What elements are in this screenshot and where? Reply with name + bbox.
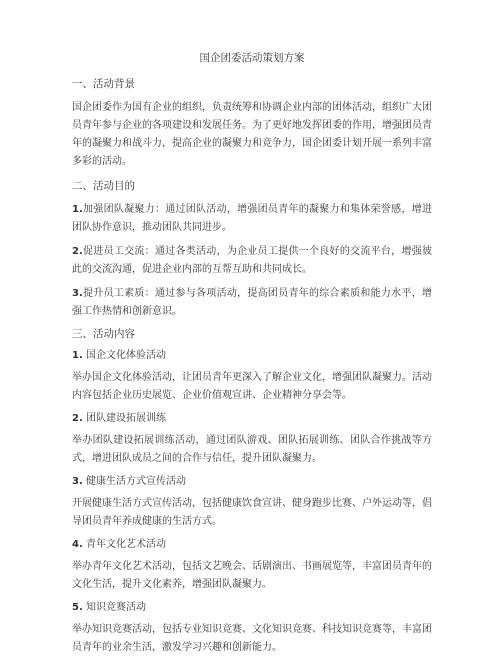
item-text: 提升员工素质：通过参与各项活动，提高团员青年的综合素质和能力水平，增强工作热情和创新意识。: [72, 288, 432, 317]
item-number: 3.: [72, 288, 83, 299]
activity-number: 4.: [72, 539, 83, 550]
item-text: 促进员工交流：通过各类活动，为企业员工提供一个良好的交流平台，增强彼此的交流沟通，促进企业内部的互帮互助和共同成长。: [72, 246, 432, 275]
activity-name: 团队建设拓展训练: [85, 413, 166, 424]
activity-number: 3.: [72, 476, 83, 487]
activity-number: 1.: [72, 350, 83, 361]
activity-heading: [72, 412, 432, 426]
section-heading-purpose: 二、活动目的: [72, 180, 135, 192]
activity-number: 2.: [72, 413, 83, 424]
item-number: 2.: [72, 246, 83, 257]
section-heading-content: 三、活动内容: [72, 328, 135, 340]
section-body-background: 国企团委作为国有企业的组织，负责统筹和协调企业内部的团体活动，组织广大团员青年参与企业的各项建设和发展任务。为了更好地发挥团委的作用，增强团员青年的凝聚力和战斗力，提高企业的凝聚力和竞争力，国企团委计划开展一系列丰富多彩的活动。: [72, 102, 432, 167]
document-title: 国企团委活动策划方案: [199, 52, 305, 64]
item-text: 加强团队凝聚力：通过团队活动，增强团员青年的凝聚力和集体荣誉感，增进团队协作意识，推动团队共同进步。: [72, 204, 432, 233]
activity-number: 5.: [72, 602, 83, 613]
activity-description: 举办团队建设拓展训练活动，通过团队游戏、团队拓展训练、团队合作挑战等方式，增进团队成员之间的合作与信任，提升团队凝聚力。: [72, 435, 432, 464]
activity-description: 举办知识竞赛活动，包括专业知识竞赛、文化知识竞赛、科技知识竞赛等，丰富团员青年的业余生活，激发学习兴趣和创新能力。: [72, 624, 432, 653]
activity-description: 举办青年文化艺术活动，包括文艺晚会、话剧演出、书画展览等，丰富团员青年的文化生活，提升文化素养，增强团队凝聚力。: [72, 561, 432, 590]
activity-heading: [72, 601, 432, 615]
purpose-item: [72, 243, 432, 278]
item-number: 1.: [72, 204, 83, 215]
purpose-item: [72, 201, 432, 236]
activity-name: 健康生活方式宣传活动: [85, 476, 186, 487]
activity-description: 举办国企文化体验活动，让团员青年更深入了解企业文化，增强团队凝聚力。活动内容包括企业历史展览、企业价值观宣讲、企业精神分享会等。: [72, 372, 432, 401]
section-heading-background: 一、活动背景: [72, 78, 135, 90]
activity-name: 国企文化体验活动: [85, 350, 166, 361]
activity-heading: [72, 538, 432, 552]
activity-heading: [72, 475, 432, 489]
purpose-item: [72, 285, 432, 320]
activity-name: 知识竞赛活动: [85, 602, 146, 613]
activity-name: 青年文化艺术活动: [85, 539, 166, 550]
activity-heading: [72, 349, 432, 363]
activity-description: 开展健康生活方式宣传活动，包括健康饮食宣讲、健身跑步比赛、户外运动等，倡导团员青年养成健康的生活方式。: [72, 498, 432, 527]
